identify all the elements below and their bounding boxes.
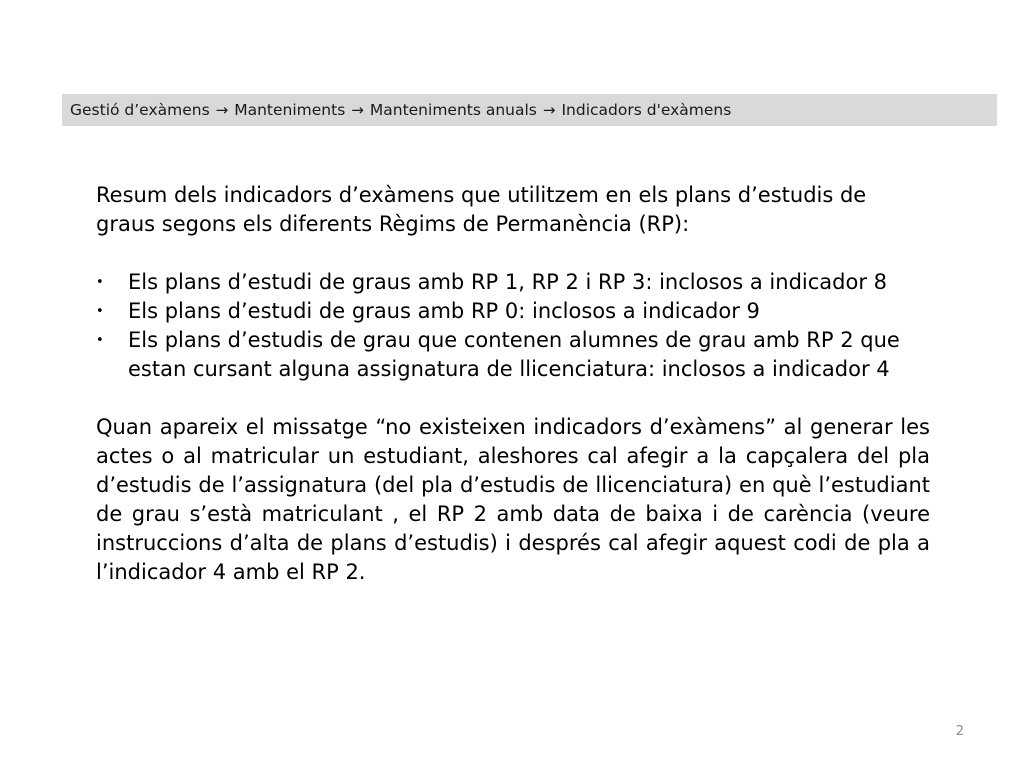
bullet-icon: • <box>96 275 104 290</box>
arrow-right-icon: → <box>351 101 364 119</box>
bullet-list <box>96 268 930 384</box>
bullet-text: Els plans d’estudis de grau que contenen alumnes de grau amb RP 2 que estan cursant alguna assignatura de llicenciatura: inclosos a indicador 4 <box>128 328 900 381</box>
breadcrumb <box>62 94 997 126</box>
bullet-icon: • <box>96 304 104 319</box>
breadcrumb-item-gestio-examens[interactable]: Gestió d’exàmens <box>70 101 210 119</box>
intro-text: Resum dels indicadors d’exàmens que utilitzem en els plans d’estudis de graus segons els diferents Règims de Permanència (RP): <box>96 183 867 236</box>
bullet-item <box>96 326 930 384</box>
instruction-paragraph: Quan apareix el missatge “no existeixen indicadors d’exàmens” al generar les actes o al matricular un estudiant, aleshores cal afegir a la capçalera del pla d’estudis de l’assignatura (del pla d’estudis de llicenciatura) en què l’estudiant de grau s’està matriculant , el RP 2 amb data de baixa i de carència (veure instruccions d’alta de plans d’estudis) i després cal afegir aquest codi de pla a l’indicador 4 amb el RP 2. <box>96 415 930 584</box>
breadcrumb-item-manteniments-anuals[interactable]: Manteniments anuals <box>369 101 537 119</box>
breadcrumb-item-indicadors-examens[interactable]: Indicadors d'exàmens <box>561 101 732 119</box>
breadcrumb-item-manteniments[interactable]: Manteniments <box>234 101 346 119</box>
intro-text-block <box>96 181 930 239</box>
bullet-icon: • <box>96 333 104 348</box>
bullet-item <box>96 297 930 326</box>
slide-content <box>96 181 930 587</box>
arrow-right-icon: → <box>542 101 556 119</box>
slide-number: 2 <box>955 724 964 739</box>
bullet-text: Els plans d’estudi de graus amb RP 1, RP 2 i RP 3: inclosos a indicador 8 <box>128 270 887 294</box>
bullet-item <box>96 268 930 297</box>
bullet-text: Els plans d’estudi de graus amb RP 0: inclosos a indicador 9 <box>128 299 760 323</box>
arrow-right-icon: → <box>215 101 229 119</box>
